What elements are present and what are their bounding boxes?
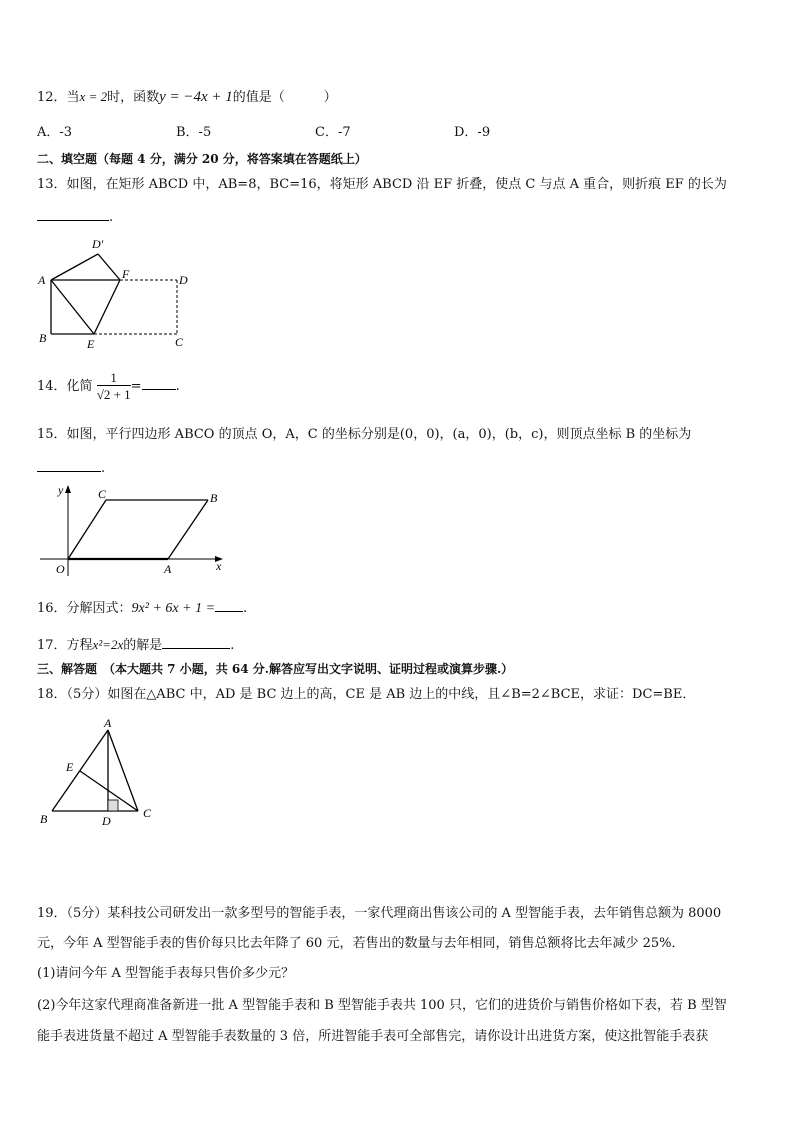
q14-prefix: 14．化简	[37, 379, 93, 394]
question-18-text: 18．（5分）如图在△ABC 中，AD 是 BC 边上的高，CE 是 AB 边上的中线，且∠B=2∠BCE，求证：DC=BE．	[37, 687, 696, 702]
q13-line-ae	[51, 280, 94, 334]
q12-function: y = −4x + 1	[159, 89, 233, 105]
q13-label-e: E	[87, 337, 95, 351]
q15-side-oc	[68, 500, 106, 559]
q13-label-d-prime: D′	[92, 237, 104, 251]
q12-mid: 时，函数	[107, 90, 160, 105]
q13-label-a: A	[38, 273, 46, 287]
q13-label-c: C	[175, 335, 184, 349]
q14-numerator: 1	[97, 370, 131, 386]
q18-label-d: D	[102, 814, 111, 828]
q14-blank	[142, 375, 176, 390]
q13-label-f: F	[122, 267, 130, 281]
question-19-part-2-line-1: (2)今年这家代理商准备新进一批 A 型智能手表和 B 型智能手表共 100 只，它们的进货价与销售价格如下表，若 B 型智	[37, 998, 727, 1013]
q15-blank	[37, 457, 101, 472]
q18-label-e: E	[66, 760, 74, 774]
q15-answer-line	[37, 457, 105, 478]
q15-label-a: A	[164, 562, 172, 576]
q12-option-c: C．-7	[315, 125, 351, 140]
q12-option-a: A．-3	[37, 125, 73, 140]
q13-line-fe	[94, 280, 120, 334]
q13-label-b: B	[39, 331, 47, 345]
q17-equation: x²=2x	[92, 637, 124, 652]
question-19-line-2: 元，今年 A 型智能手表的售价每只比去年降了 60 元，若售出的数量与去年相同，销售总额将比去年减少 25%．	[37, 936, 685, 951]
q18-side-ac	[108, 730, 138, 811]
question-16	[37, 597, 247, 618]
q15-label-o: O	[56, 562, 65, 576]
q17-mid: 的解是	[123, 638, 163, 653]
q18-label-b: B	[40, 812, 48, 826]
q12-option-b: B．-5	[176, 125, 212, 140]
q13-line-ad1	[51, 254, 98, 280]
q13-tail: .	[109, 210, 114, 225]
q16-expression: 9x² + 6x + 1 =	[131, 601, 216, 616]
q16-blank	[215, 597, 243, 612]
q14-tail: .	[175, 379, 180, 394]
q13-label-d: D	[179, 273, 188, 287]
q14-fraction	[97, 370, 131, 403]
q12-suffix: 的值是（ ）	[232, 90, 337, 105]
question-15-text: 15．如图，平行四边形 ABCO 的顶点 O，A，C 的坐标分别是(0，0)，(a，0)，(b，c)，则顶点坐标 B 的坐标为	[37, 427, 692, 442]
q14-denominator: √2 + 1	[96, 387, 131, 402]
q16-tail: .	[243, 601, 248, 616]
q13-figure	[36, 234, 196, 352]
q17-tail: .	[230, 638, 235, 653]
q15-label-y: y	[58, 483, 64, 497]
q15-y-arrow	[65, 485, 71, 493]
q17-prefix: 17．方程	[37, 638, 93, 653]
q16-prefix: 16．分解因式：	[37, 601, 132, 616]
q13-line-d1f	[98, 254, 120, 280]
q18-figure	[36, 716, 166, 830]
q18-side-ab	[52, 730, 108, 811]
section-3-heading: 三、解答题 （本大题共 7 小题，共 64 分.解答应写出文字说明、证明过程或演算步骤.）	[37, 662, 514, 676]
q12-option-d: D．-9	[454, 125, 491, 140]
q15-side-ab	[168, 500, 208, 559]
q12-prefix: 12．当	[37, 90, 80, 105]
q18-right-angle-mark	[108, 800, 118, 811]
q14-equals: =	[130, 379, 142, 394]
q17-blank	[162, 634, 230, 649]
question-19-line-1: 19．（5分）某科技公司研发出一款多型号的智能手表，一家代理商出售该公司的 A 型智能手表，去年销售总额为 8000	[37, 906, 722, 921]
question-14	[37, 368, 180, 406]
question-19-part-2-line-2: 能手表进货量不超过 A 型智能手表数量的 3 倍，所进智能手表可全部售完，请你设计出进货方案，使这批智能手表获	[37, 1029, 709, 1044]
q15-label-c: C	[98, 487, 107, 501]
q18-label-c: C	[143, 806, 152, 820]
question-12	[37, 88, 337, 107]
q15-label-b: B	[210, 491, 218, 505]
question-19-part-1: (1)请问今年 A 型智能手表每只售价多少元？	[37, 966, 295, 981]
question-13-text: 13．如图，在矩形 ABCD 中，AB=8，BC=16，将矩形 ABCD 沿 EF 折叠，使点 C 与点 A 重合，则折痕 EF 的长为	[37, 177, 727, 192]
q15-label-x: x	[216, 559, 222, 573]
section-2-heading: 二、填空题（每题 4 分，满分 20 分，将答案填在答题纸上）	[37, 152, 367, 166]
q12-condition: x = 2	[79, 89, 108, 104]
q15-figure	[36, 480, 236, 580]
q15-tail: .	[101, 461, 106, 476]
q18-label-a: A	[104, 716, 112, 730]
question-17	[37, 634, 234, 655]
q13-answer-line	[37, 206, 113, 227]
q13-blank	[37, 206, 109, 221]
